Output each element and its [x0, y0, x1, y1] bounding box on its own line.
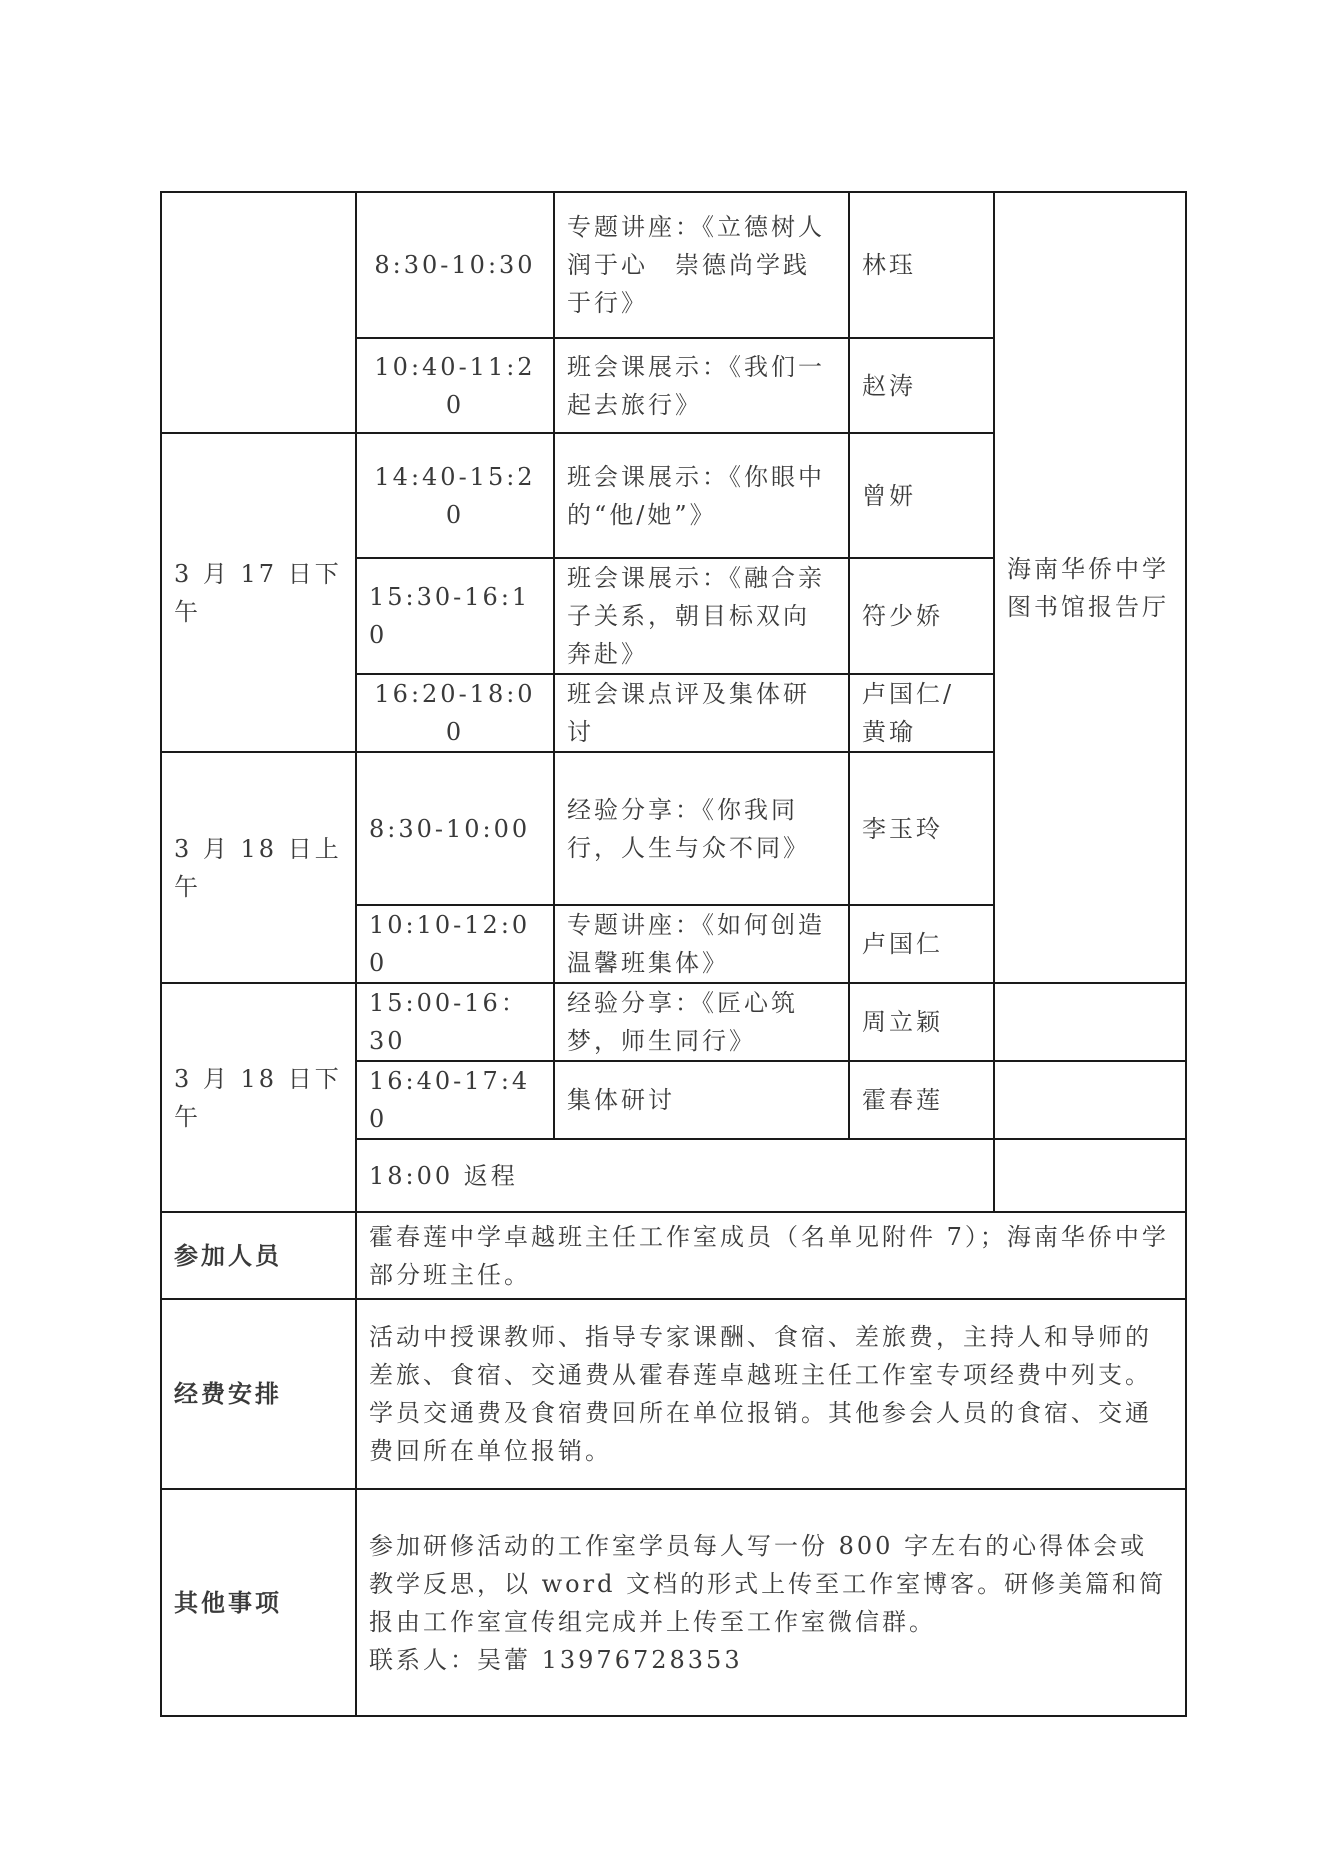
table-row — [161, 192, 1186, 338]
time-cell: 16:40-17:40 — [356, 1061, 554, 1139]
person-cell: 符少娇 — [849, 558, 994, 674]
participants-label: 参加人员 — [161, 1212, 356, 1299]
other-row — [161, 1489, 1186, 1716]
time-cell: 10:40-11:20 — [356, 338, 554, 433]
date-cell: 3 月 17 日下午 — [161, 433, 356, 752]
date-cell: 3 月 18 日下午 — [161, 983, 356, 1212]
time-cell: 8:30-10:00 — [356, 752, 554, 905]
venue-cell-empty — [994, 983, 1186, 1061]
person-cell: 林珏 — [849, 192, 994, 338]
content-cell: 专题讲座：《立德树人 润于心 崇德尚学践于行》 — [554, 192, 849, 338]
venue-cell-empty — [994, 1139, 1186, 1212]
content-cell: 班会课展示：《融合亲子关系，朝目标双向奔赴》 — [554, 558, 849, 674]
time-cell: 14:40-15:20 — [356, 433, 554, 558]
person-cell: 曾妍 — [849, 433, 994, 558]
time-cell: 8:30-10:30 — [356, 192, 554, 338]
content-cell: 专题讲座：《如何创造温馨班集体》 — [554, 905, 849, 983]
person-cell: 霍春莲 — [849, 1061, 994, 1139]
table-row — [161, 983, 1186, 1061]
funding-text: 活动中授课教师、指导专家课酬、食宿、差旅费，主持人和导师的差旅、食宿、交通费从霍春莲卓越班主任工作室专项经费中列支。学员交通费及食宿费回所在单位报销。其他参会人员的食宿、交通费回所在单位报销。 — [356, 1299, 1186, 1489]
venue-cell: 海南华侨中学图书馆报告厅 — [994, 192, 1186, 983]
person-cell: 周立颖 — [849, 983, 994, 1061]
participants-row — [161, 1212, 1186, 1299]
time-cell-return: 18:00 返程 — [356, 1139, 994, 1212]
date-cell: 3 月 18 日上午 — [161, 752, 356, 983]
content-cell: 班会课展示：《我们一起去旅行》 — [554, 338, 849, 433]
time-cell: 10:10-12:00 — [356, 905, 554, 983]
content-cell: 班会课点评及集体研讨 — [554, 674, 849, 752]
person-cell: 赵涛 — [849, 338, 994, 433]
content-cell: 经验分享：《你我同行，人生与众不同》 — [554, 752, 849, 905]
contact-text: 联系人：吴蕾 13976728353 — [369, 1645, 743, 1674]
person-cell: 卢国仁/黄瑜 — [849, 674, 994, 752]
other-label: 其他事项 — [161, 1489, 356, 1716]
time-cell: 16:20-18:00 — [356, 674, 554, 752]
funding-label: 经费安排 — [161, 1299, 356, 1489]
other-cell — [356, 1489, 1186, 1716]
person-cell: 卢国仁 — [849, 905, 994, 983]
schedule-table — [160, 191, 1187, 1717]
venue-cell-empty — [994, 1061, 1186, 1139]
time-cell: 15:00-16：30 — [356, 983, 554, 1061]
other-text: 参加研修活动的工作室学员每人写一份 800 字左右的心得体会或教学反思，以 word 文档的形式上传至工作室博客。研修美篇和简报由工作室宣传组完成并上传至工作室微信群。 — [369, 1531, 1167, 1636]
person-cell: 李玉玲 — [849, 752, 994, 905]
funding-row — [161, 1299, 1186, 1489]
date-cell-empty — [161, 192, 356, 433]
content-cell: 班会课展示：《你眼中的“他/她”》 — [554, 433, 849, 558]
participants-text: 霍春莲中学卓越班主任工作室成员（名单见附件 7）；海南华侨中学部分班主任。 — [356, 1212, 1186, 1299]
content-cell: 经验分享：《匠心筑梦，师生同行》 — [554, 983, 849, 1061]
content-cell: 集体研讨 — [554, 1061, 849, 1139]
time-cell: 15:30-16:10 — [356, 558, 554, 674]
